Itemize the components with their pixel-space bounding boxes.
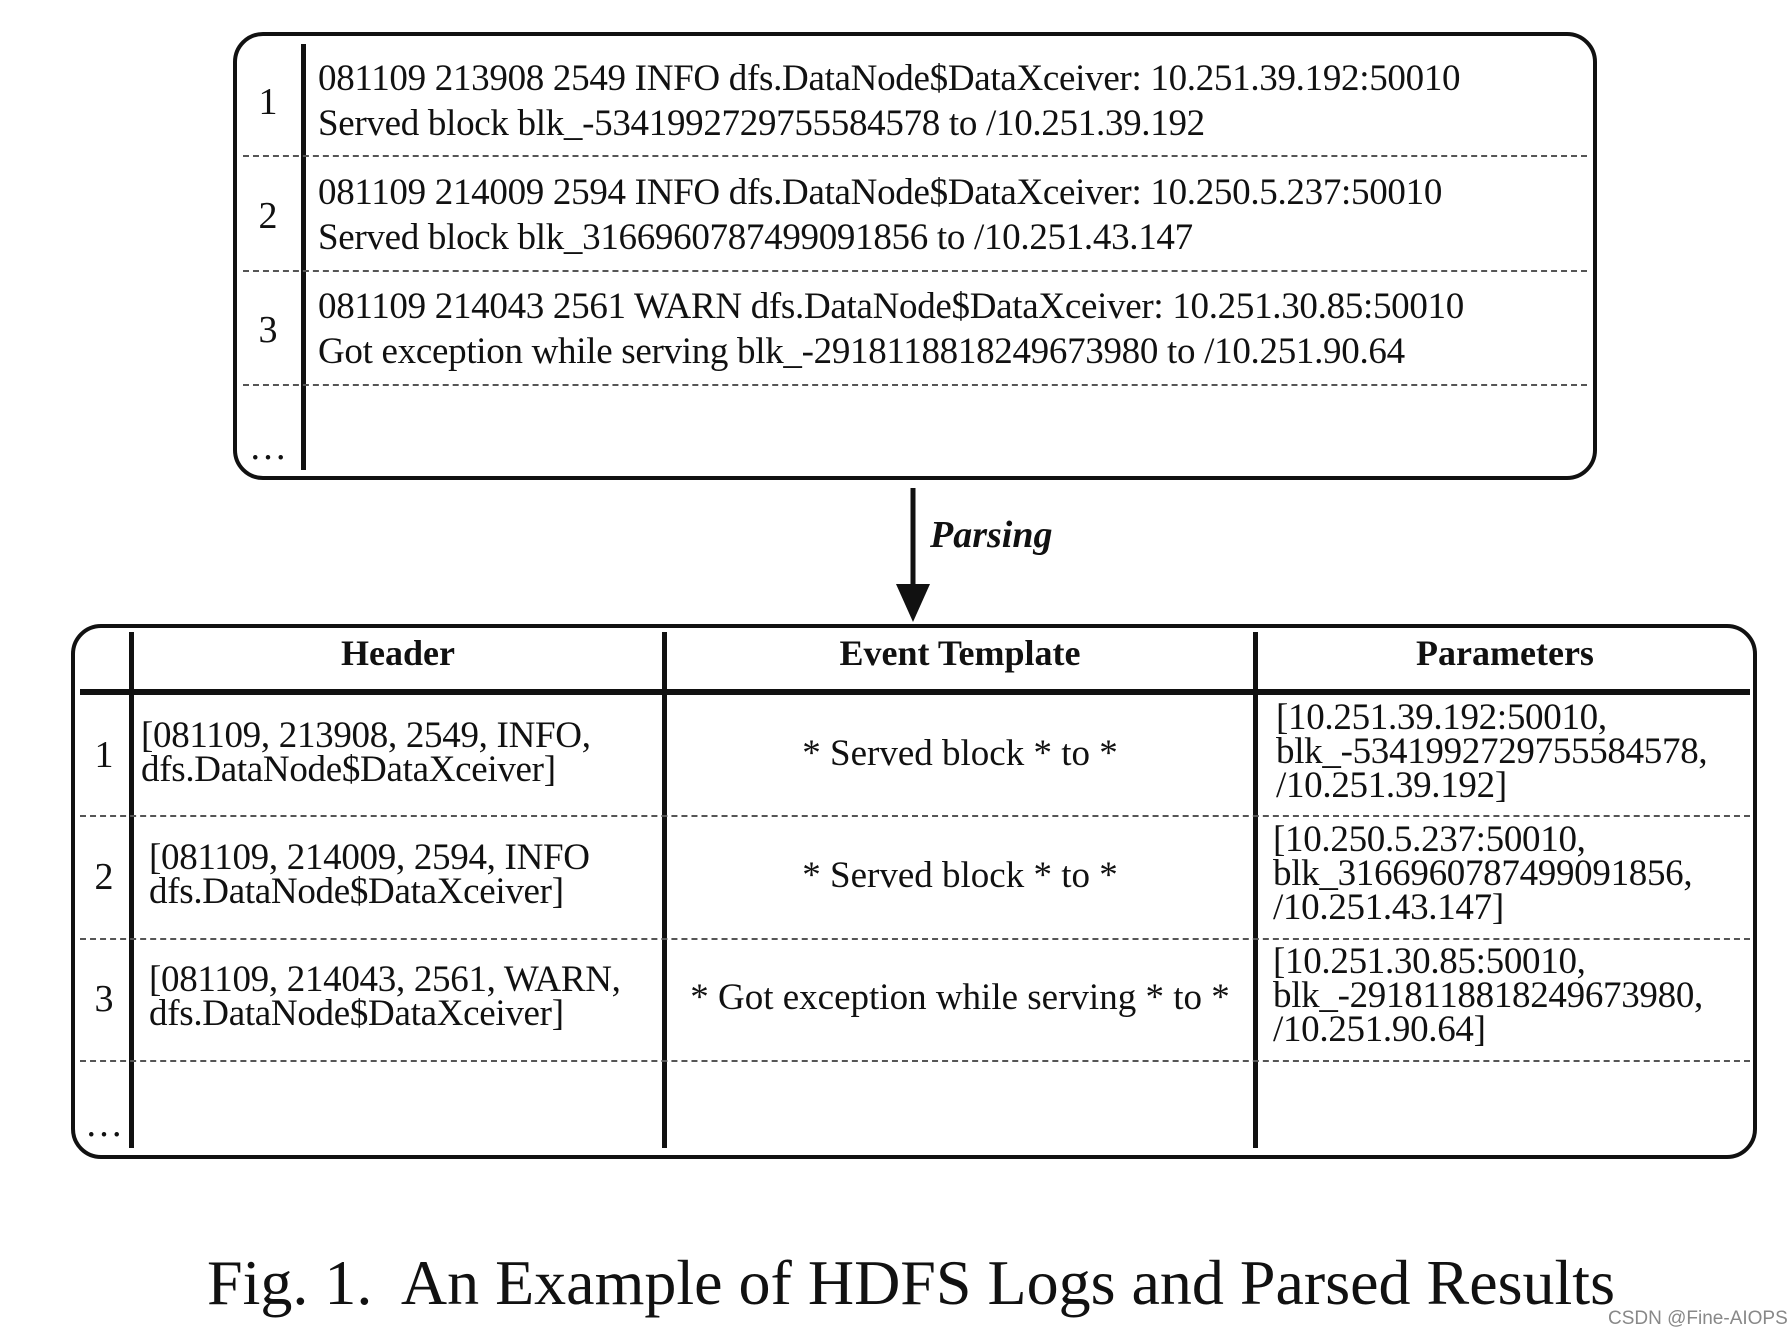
- cell-line: blk_-2918118818249673980,: [1273, 975, 1703, 1016]
- raw-log-ellipsis: …: [249, 426, 287, 468]
- watermark: CSDN @Fine-AIOPS: [1608, 1308, 1788, 1329]
- row-header-cell: [149, 959, 621, 1034]
- figure-caption: Fig. 1. An Example of HDFS Logs and Parsed Results: [207, 1247, 1615, 1318]
- table-ellipsis: …: [85, 1103, 123, 1145]
- raw-log-line: Served block blk_3166960787499091856 to /10.251.43.147: [318, 217, 1193, 258]
- row-index: 3: [94, 978, 114, 1020]
- cell-line: blk_3166960787499091856,: [1273, 853, 1693, 894]
- row-separator: [80, 1060, 1750, 1062]
- raw-log-line: Served block blk_-5341992729755584578 to /10.251.39.192: [318, 103, 1205, 144]
- raw-log-line: Got exception while serving blk_-2918118818249673980 to /10.251.90.64: [318, 331, 1405, 372]
- parsing-arrow: [896, 488, 930, 622]
- column-divider: [1253, 632, 1258, 1148]
- cell-line: [10.251.39.192:50010,: [1276, 697, 1607, 738]
- raw-log-index: 1: [258, 81, 278, 123]
- parameters-cell: [1273, 941, 1703, 1050]
- cell-line: dfs.DataNode$DataXceiver]: [149, 993, 564, 1034]
- row-index: 2: [94, 856, 114, 898]
- raw-log-line: 081109 214043 2561 WARN dfs.DataNode$DataXceiver: 10.251.30.85:50010: [318, 286, 1464, 327]
- column-header-event-template: Event Template: [839, 633, 1081, 673]
- event-template-cell: * Got exception while serving * to *: [690, 977, 1230, 1018]
- row-index: 1: [94, 734, 114, 776]
- cell-line: blk_-5341992729755584578,: [1276, 731, 1708, 772]
- raw-log-line: 081109 214009 2594 INFO dfs.DataNode$DataXceiver: 10.250.5.237:50010: [318, 172, 1443, 213]
- column-header-parameters: Parameters: [1416, 633, 1594, 673]
- row-separator: [243, 384, 1587, 386]
- event-template-cell: * Served block * to *: [802, 733, 1118, 774]
- event-template-cell: * Served block * to *: [802, 855, 1118, 896]
- row-header-cell: [149, 837, 590, 912]
- cell-line: dfs.DataNode$DataXceiver]: [149, 871, 564, 912]
- parsing-label: Parsing: [930, 514, 1053, 556]
- raw-log-index: 2: [258, 195, 278, 237]
- raw-log-line: 081109 213908 2549 INFO dfs.DataNode$DataXceiver: 10.251.39.192:50010: [318, 58, 1461, 99]
- row-separator: [80, 938, 1750, 940]
- raw-log-index-divider: [301, 44, 306, 470]
- row-header-cell: [141, 715, 591, 790]
- header-rule: [80, 689, 1750, 695]
- cell-line: /10.251.90.64]: [1273, 1009, 1486, 1050]
- cell-line: /10.251.43.147]: [1273, 887, 1504, 928]
- cell-line: [081109, 213908, 2549, INFO,: [141, 715, 591, 756]
- cell-line: [10.250.5.237:50010,: [1273, 819, 1586, 860]
- row-separator: [243, 270, 1587, 272]
- row-separator: [243, 155, 1587, 157]
- cell-line: [081109, 214043, 2561, WARN,: [149, 959, 621, 1000]
- cell-line: dfs.DataNode$DataXceiver]: [141, 749, 556, 790]
- column-header-header: Header: [341, 633, 455, 673]
- parameters-cell: [1273, 819, 1693, 928]
- row-separator: [80, 815, 1750, 817]
- cell-line: [081109, 214009, 2594, INFO: [149, 837, 590, 878]
- cell-line: /10.251.39.192]: [1276, 765, 1507, 806]
- cell-line: [10.251.30.85:50010,: [1273, 941, 1586, 982]
- raw-log-index: 3: [258, 309, 278, 351]
- parameters-cell: [1276, 697, 1708, 806]
